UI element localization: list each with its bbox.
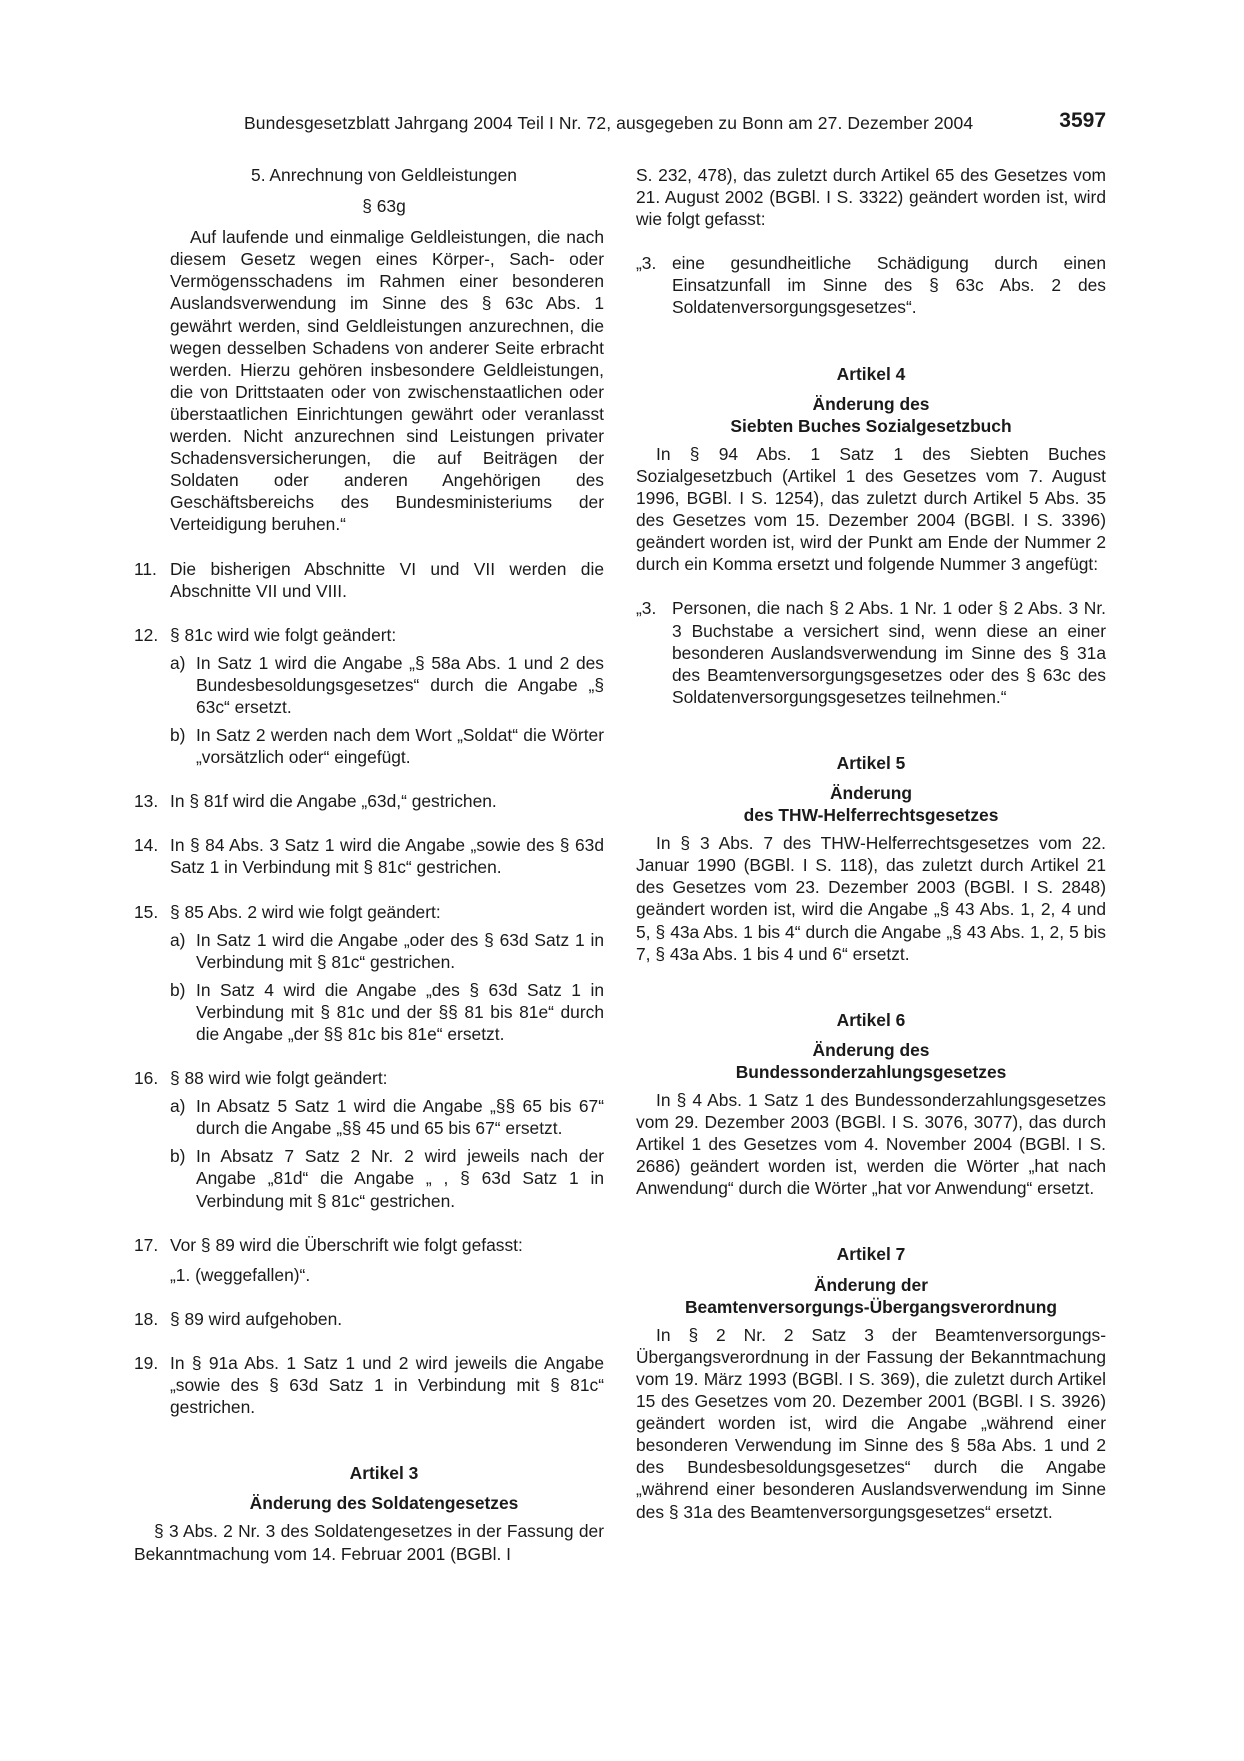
- page-number: 3597: [1059, 109, 1106, 132]
- item-text: Die bisherigen Abschnitte VI und VII werden die Abschnitte VII und VIII.: [170, 558, 604, 601]
- quote-item-2: [636, 597, 1106, 707]
- article-5-text: In § 3 Abs. 7 des THW-Helferrechtsgesetzes vom 22. Januar 1990 (BGBl. I S. 118), das zuletzt durch Artikel 21 des Gesetzes vom 23. Dezember 2003 (BGBl. I S. 2848) geändert worden ist, wird die Angabe „§ 43 Abs. 1, 2, 4 und 5, § 43a Abs. 1 bis 4“ durch die Angabe „§ 43 Abs. 1, 2, 5 bis 7, § 43a Abs. 1 bis 4 und 6“ ersetzt.: [636, 833, 1106, 964]
- quote-number: „3.: [636, 598, 657, 619]
- item-number: 14.: [134, 835, 159, 856]
- section-title: 5. Anrechnung von Geldleistungen: [251, 165, 517, 185]
- article-6-title: Artikel 6: [836, 1009, 906, 1030]
- item-number: 15.: [134, 901, 159, 922]
- list-item-16: [134, 1067, 604, 1089]
- sub-letter: a): [170, 929, 186, 950]
- article-5-title: Artikel 5: [836, 752, 906, 773]
- sub-letter: a): [170, 1096, 186, 1117]
- item-number: 13.: [134, 791, 159, 812]
- item-number: 19.: [134, 1352, 159, 1373]
- sub-item-16a: [134, 1095, 604, 1139]
- sub-text: In Absatz 5 Satz 1 wird die Angabe „§§ 65 bis 67“ durch die Angabe „§§ 45 und 65 bis 67“ ersetzt.: [196, 1096, 604, 1139]
- sub-text: In Absatz 7 Satz 2 Nr. 2 wird jeweils nach der Angabe „81d“ die Angabe „ , § 63d Satz 1 in Verbindung mit § 81c“ gestrichen.: [196, 1146, 604, 1211]
- list-item-17: [134, 1234, 604, 1256]
- item-17-quote: „1. (weggefallen)“.: [170, 1264, 311, 1285]
- article-6-subtitle-line2: Bundessonderzahlungsgesetzes: [735, 1061, 1007, 1082]
- article-5-subtitle-line2: des THW-Helferrechtsgesetzes: [743, 805, 999, 826]
- article-7-subtitle-line2: Beamtenversorgungs-Übergangsverordnung: [684, 1296, 1058, 1317]
- list-item-13: [134, 790, 604, 812]
- quote-number: „3.: [636, 253, 657, 274]
- list-item-18: [134, 1308, 604, 1330]
- sub-text: In Satz 1 wird die Angabe „§ 58a Abs. 1 und 2 des Bundesbesoldungsgesetzes“ durch die Angabe „§ 63c“ ersetzt.: [196, 652, 604, 717]
- sub-letter: b): [170, 1146, 186, 1167]
- page-header: [244, 109, 1106, 139]
- sub-letter: b): [170, 979, 186, 1000]
- article-6-subtitle-line1: Änderung des: [812, 1039, 930, 1060]
- item-number: 12.: [134, 624, 159, 645]
- article-4-subtitle-line2: Siebten Buches Sozialgesetzbuch: [730, 415, 1012, 436]
- item-text: Vor § 89 wird die Überschrift wie folgt gefasst:: [170, 1234, 523, 1255]
- quote-item-1: [636, 252, 1106, 318]
- sub-item-15b: [134, 979, 604, 1045]
- item-number: 16.: [134, 1068, 159, 1089]
- paragraph-text: Auf laufende und einmalige Geldleistungen, die nach diesem Gesetz wegen eines Körper-, Sach- oder Vermögensschadens im Rahmen einer besonderen Auslandsverwendung im Sinne des § 63c Abs. 1 gewährt werden, sind Geldleistungen anzurechnen, die wegen desselben Schadens von anderer Seite erbracht werden. Hierzu gehören insbesondere Geldleistungen, die von Drittstaaten oder von zwischenstaatlichen oder überstaatlichen Einrichtungen gewährt oder veranlasst werden. Nicht anzurechnen sind Leistungen privater Schadensversicherungen, die auf Beiträgen der Soldaten oder anderen Angehörigen des Geschäftsbereichs des Bundesministeriums der Verteidigung beruhen.“: [170, 227, 604, 535]
- item-number: 18.: [134, 1308, 159, 1329]
- quote-text: eine gesundheitliche Schädigung durch einen Einsatzunfall im Sinne des § 63c Abs. 2 des Soldatenversorgungsgesetzes“.: [672, 253, 1106, 318]
- list-item-15: [134, 901, 604, 923]
- article-7-title: Artikel 7: [836, 1244, 906, 1265]
- article-3-text: § 3 Abs. 2 Nr. 3 des Soldatengesetzes in der Fassung der Bekanntmachung vom 14. Februar 2001 (BGBl. I: [134, 1521, 604, 1564]
- item-number: 11.: [134, 558, 157, 579]
- sub-item-16b: [134, 1145, 604, 1211]
- continued-text: S. 232, 478), das zuletzt durch Artikel 65 des Gesetzes vom 21. August 2002 (BGBl. I S. 3322) geändert worden ist, wird wie folgt gefasst:: [636, 165, 1106, 230]
- list-item-14: [134, 834, 604, 878]
- right-column: [636, 164, 1106, 1523]
- article-4-text: In § 94 Abs. 1 Satz 1 des Siebten Buches Sozialgesetzbuch (Artikel 1 des Gesetzes vom 7. August 1996, BGBl. I S. 1254), das zuletzt durch Artikel 5 Abs. 35 des Gesetzes vom 15. Dezember 2004 (BGBl. I S. 3396) geändert worden ist, wird der Punkt am Ende der Nummer 2 durch ein Komma ersetzt und folgende Nummer 3 angefügt:: [636, 443, 1106, 575]
- article-4-subtitle-line1: Änderung des: [812, 393, 930, 414]
- header-text: Bundesgesetzblatt Jahrgang 2004 Teil I Nr. 72, ausgegeben zu Bonn am 27. Dezember 2004: [244, 113, 974, 133]
- item-text: § 85 Abs. 2 wird wie folgt geändert:: [170, 901, 441, 922]
- article-7-subtitle-line1: Änderung der: [813, 1274, 928, 1295]
- quote-text: Personen, die nach § 2 Abs. 1 Nr. 1 oder § 2 Abs. 3 Nr. 3 Buchstabe a versichert sind, wenn diese an einer besonderen Auslandsverwendung im Sinne des § 31a des Beamtenversorgungsgesetzes oder des § 63c des Soldatenversorgungsgesetzes teilnehmen.“: [672, 598, 1106, 707]
- sub-letter: b): [170, 725, 186, 746]
- sub-item-15a: [134, 929, 604, 973]
- article-7-text: In § 2 Nr. 2 Satz 3 der Beamtenversorgungs-Übergangsverordnung in der Fassung der Bekanntmachung vom 19. März 1993 (BGBl. I S. 369), die zuletzt durch Artikel 15 des Gesetzes vom 20. Dezember 2001 (BGBl. I S. 3926) geändert worden ist, wird die Angabe „während einer besonderen Verwendung im Sinne des § 58a Abs. 1 und 2 des Bundesbesoldungsgesetzes“ durch die Angabe „während einer besonderen Auslandsverwendung im Sinne des § 31a des Beamtenversorgungsgesetzes“ ersetzt.: [636, 1324, 1106, 1522]
- article-3-subtitle: Änderung des Soldatengesetzes: [249, 1493, 519, 1514]
- sub-text: In Satz 4 wird die Angabe „des § 63d Satz 1 in Verbindung mit § 81c und der §§ 81 bis 81e“ durch die Angabe „der §§ 81c bis 81e“ ersetzt.: [196, 979, 604, 1044]
- list-item-12: [134, 624, 604, 646]
- article-6-text: In § 4 Abs. 1 Satz 1 des Bundessonderzahlungsgesetzes vom 29. Dezember 2003 (BGBl. I S. 3076, 3077), das durch Artikel 1 des Gesetzes vom 4. November 2004 (BGBl. I S. 2686) geändert worden ist, werden die Wörter „hat nach Anwendung“ durch die Wörter „hat vor Anwendung“ ersetzt.: [636, 1090, 1106, 1199]
- article-5-subtitle-line1: Änderung: [829, 782, 913, 803]
- sub-text: In Satz 2 werden nach dem Wort „Soldat“ die Wörter „vorsätzlich oder“ eingefügt.: [196, 725, 604, 768]
- item-number: 17.: [134, 1234, 159, 1255]
- item-text: § 89 wird aufgehoben.: [170, 1308, 343, 1329]
- item-text: § 81c wird wie folgt geändert:: [170, 624, 397, 645]
- item-text: In § 84 Abs. 3 Satz 1 wird die Angabe „sowie des § 63d Satz 1 in Verbindung mit § 81c“ gestrichen.: [170, 835, 604, 878]
- list-item-19: [134, 1352, 604, 1418]
- article-4-title: Artikel 4: [836, 363, 906, 384]
- left-column: [134, 164, 604, 1565]
- sub-letter: a): [170, 652, 186, 673]
- list-item-11: [134, 558, 604, 602]
- item-text: § 88 wird wie folgt geändert:: [170, 1068, 388, 1089]
- article-3-title: Artikel 3: [349, 1463, 419, 1484]
- paragraph-label: § 63g: [362, 196, 406, 217]
- sub-text: In Satz 1 wird die Angabe „oder des § 63d Satz 1 in Verbindung mit § 81c“ gestrichen.: [196, 929, 604, 972]
- item-text: In § 91a Abs. 1 Satz 1 und 2 wird jeweils die Angabe „sowie des § 63d Satz 1 in Verbindung mit § 81c“ gestrichen.: [170, 1352, 604, 1418]
- item-text: In § 81f wird die Angabe „63d,“ gestrichen.: [170, 791, 497, 812]
- sub-item-12a: [134, 652, 604, 718]
- sub-item-12b: [134, 724, 604, 768]
